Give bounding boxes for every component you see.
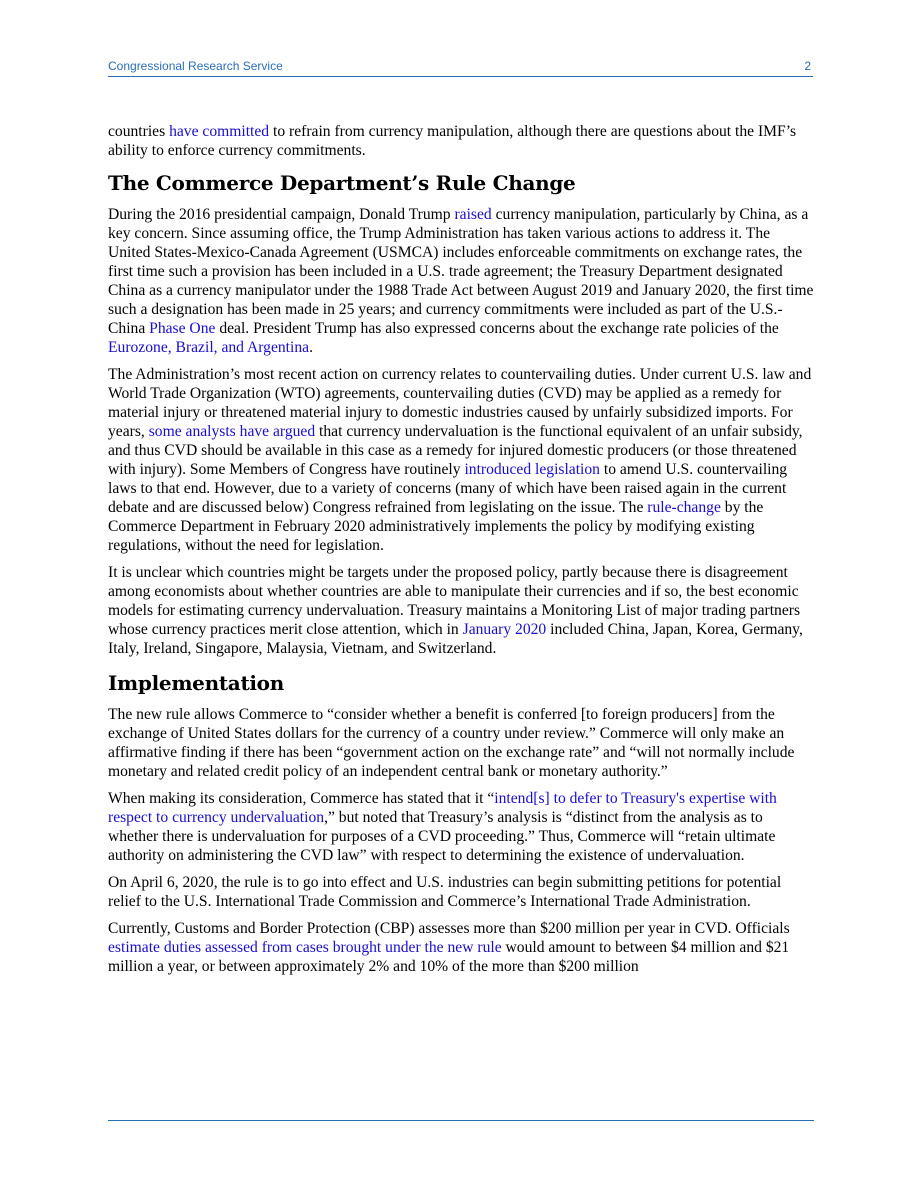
paragraph-countervailing-duties: The Administration’s most recent action on currency relates to countervailing duties. Under current U.S. law and World Trade Organization (WTO) agreements, countervailing duties (CVD) may be applied as a remedy for material injury or threatened material injury to domestic industries caused by unfairly subsidized imports. For years, some analysts have argued that currency undervaluation is the functional equivalent of an unfair subsidy, and thus CVD should be available in this case as a remedy for injured domestic producers (or those threatened with injury). Some Members of Congress have routinely introduced legislation to amend U.S. countervailing laws to that end. However, due to a variety of concerns (many of which have been raised again in the current debate and are discussed below) Congress refrained from legislating on the issue. The rule-change by the Commerce Department in February 2020 administratively implements the policy by modifying existing regulations, without the need for legislation. [108, 366, 812, 554]
paragraph-commerce-consideration: When making its consideration, Commerce has stated that it “intend[s] to defer to Treasury's expertise with respect to currency undervaluation,” but noted that Treasury’s analysis is “distinct from the analysis as to whether there is undervaluation for purposes of a CVD proceeding.” Thus, Commerce will “retain ultimate authority on administering the CVD law” with respect to determining the existence of undervaluation. [108, 790, 777, 864]
link-some-analysts-have-argued[interactable]: some analysts have argued [148, 423, 316, 440]
link-have-committed[interactable]: have committed [169, 123, 270, 140]
footer-divider [108, 1120, 814, 1121]
page-header [108, 58, 813, 77]
link-rule-change[interactable]: rule-change [647, 499, 721, 516]
document-body [108, 122, 814, 984]
paragraph-target-countries: It is unclear which countries might be targets under the proposed policy, partly because there is disagreement among economists about whether countries are able to manipulate their currencies and if so, the best economic models for estimating currency undervaluation. Treasury maintains a Monitoring List of major trading partners whose currency practices merit close attention, which in January 2020 included China, Japan, Korea, Germany, Italy, Ireland, Singapore, Malaysia, Vietnam, and Switzerland. [108, 564, 803, 657]
paragraph-new-rule: The new rule allows Commerce to “consider whether a benefit is conferred [to foreign producers] from the exchange of United States dollars for the currency of a country under review.” Commerce will only make an affirmative finding if there has been “government action on the exchange rate” and “will not normally include monetary and related credit policy of an independent central bank or monetary authority.” [108, 706, 795, 780]
link-estimate-duties[interactable]: estimate duties assessed from cases brought under the new rule [108, 939, 502, 956]
paragraph-effective-date: On April 6, 2020, the rule is to go into effect and U.S. industries can begin submitting petitions for potential relief to the U.S. International Trade Commission and Commerce’s International Trade Administration. [108, 874, 782, 910]
header-org-name: Congressional Research Service [108, 59, 283, 73]
link-phase-one[interactable]: Phase One [149, 320, 216, 337]
link-introduced-legislation[interactable]: introduced legislation [464, 461, 600, 478]
paragraph-cbp-assessment: Currently, Customs and Border Protection (CBP) assesses more than $200 million per year in CVD. Officials estimate duties assessed from cases brought under the new rule would amount to between $4 million and $21 million a year, or between approximately 2% and 10% of the more than $200 million [108, 920, 790, 975]
link-defer-to-treasury[interactable]: intend[s] to defer to Treasury's expertise with respect to currency undervaluation [108, 790, 777, 826]
paragraph-intro-continued: countries have committed to refrain from currency manipulation, although there are questions about the IMF’s ability to enforce currency commitments. [108, 123, 797, 159]
section-heading-implementation: Implementation [108, 671, 284, 695]
header-page-number: 2 [804, 59, 811, 73]
link-raised[interactable]: raised [454, 206, 492, 223]
paragraph-campaign: During the 2016 presidential campaign, Donald Trump raised currency manipulation, particularly by China, as a key concern. Since assuming office, the Trump Administration has taken various actions to address it. The United States-Mexico-Canada Agreement (USMCA) includes enforceable commitments on exchange rates, the first time such a provision has been included in a U.S. trade agreement; the Treasury Department designated China as a currency manipulator under the 1988 Trade Act between August 2019 and January 2020, the first time such a designation has been made in 25 years; and currency commitments were included as part of the U.S.-China Phase One deal. President Trump has also expressed concerns about the exchange rate policies of the Eurozone, Brazil, and Argentina. [108, 206, 814, 356]
link-eurozone-brazil-argentina[interactable]: Eurozone, Brazil, and Argentina [108, 339, 310, 356]
section-heading-rule-change: The Commerce Department’s Rule Change [108, 171, 576, 195]
link-january-2020[interactable]: January 2020 [462, 621, 547, 638]
